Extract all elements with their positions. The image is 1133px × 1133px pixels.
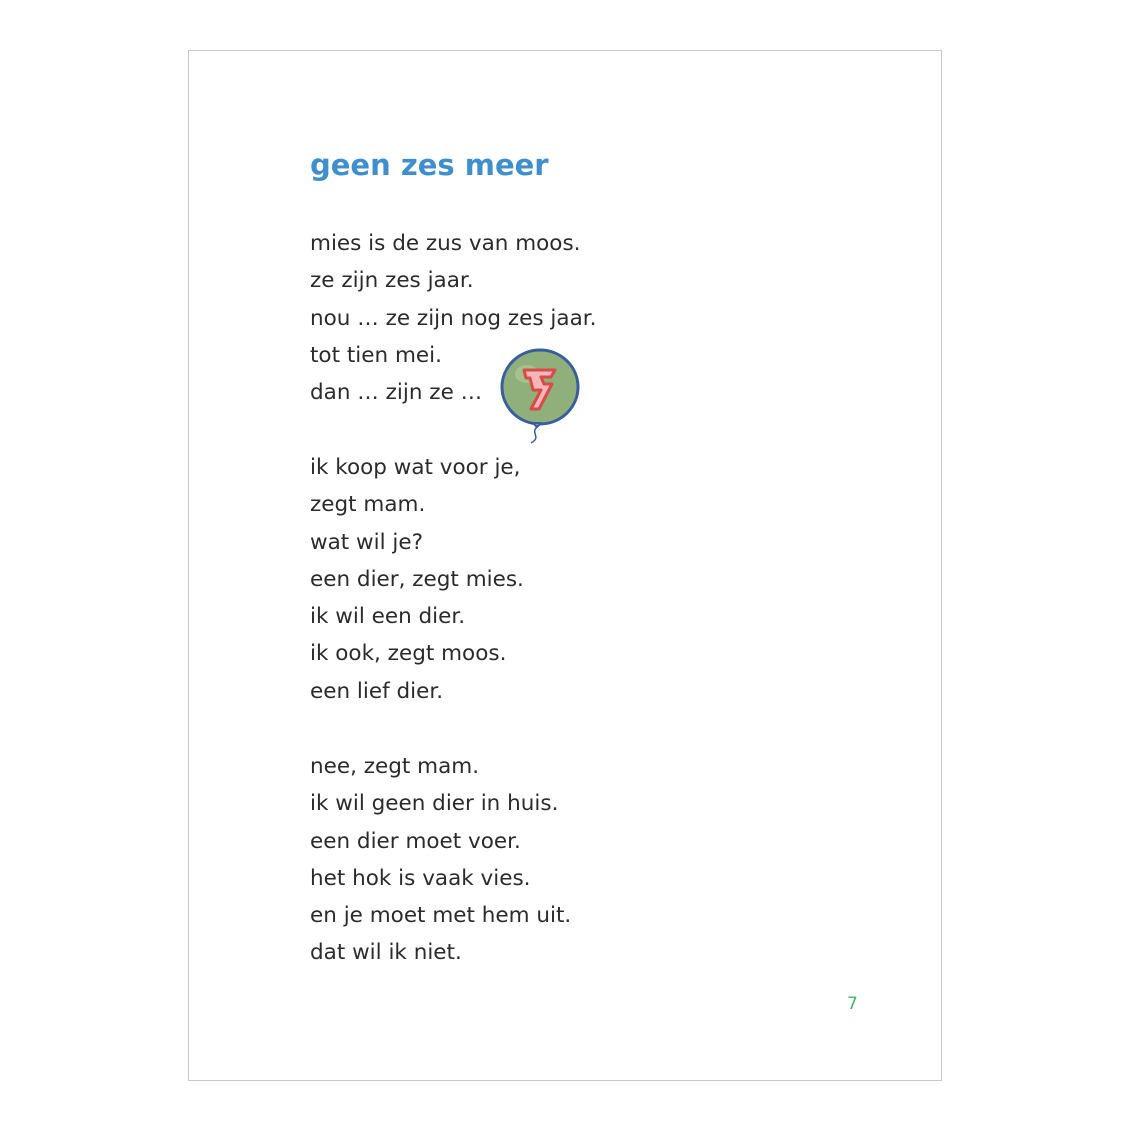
book-page	[188, 50, 942, 1081]
text-line: ik wil een dier.	[310, 604, 466, 630]
page-number: 7	[847, 994, 858, 1014]
stanza-2	[310, 449, 524, 710]
text-line: ik ook, zegt moos.	[310, 641, 507, 667]
text-line: tot tien mei.	[310, 342, 442, 368]
text-line: wat wil je?	[310, 529, 424, 555]
text-line: een dier moet voer.	[310, 828, 521, 854]
balloon-icon	[497, 347, 587, 447]
text-line: zegt mam.	[310, 492, 426, 518]
text-line: het hok is vaak vies.	[310, 865, 531, 891]
text-line: nee, zegt mam.	[310, 754, 480, 779]
text-line: mies is de zus van moos.	[310, 231, 581, 256]
text-line: dat wil ik niet.	[310, 940, 462, 966]
text-line: dan … zijn ze …	[310, 380, 483, 406]
text-line: nou … ze zijn nog zes jaar.	[310, 305, 597, 331]
text-line: een lief dier.	[310, 678, 444, 704]
text-line: ze zijn zes jaar.	[310, 268, 474, 294]
text-line: ik wil geen dier in huis.	[310, 791, 559, 817]
balloon-illustration	[497, 347, 587, 447]
page-title: geen zes meer	[310, 148, 549, 182]
text-line: een dier, zegt mies.	[310, 566, 524, 592]
text-line: en je moet met hem uit.	[310, 903, 572, 929]
text-line: ik koop wat voor je,	[310, 455, 521, 480]
stanza-3	[310, 748, 571, 972]
